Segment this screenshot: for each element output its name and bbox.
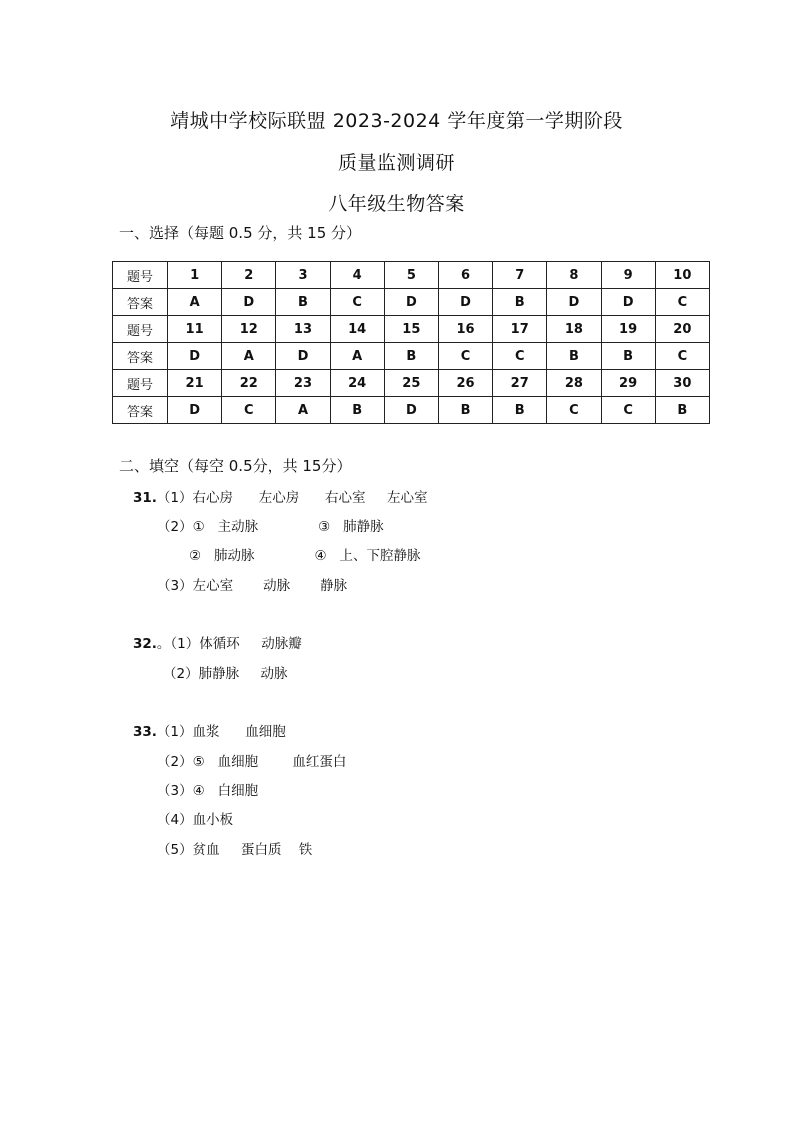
answer-table-row [113,397,710,424]
answer-cell: D [601,289,655,316]
q31-part1: （1）右心房 左心房 右心室 左心室 [156,490,428,506]
answer-table-row [113,262,710,289]
q33-part5: （5）贫血 蛋白质 铁 [157,842,313,858]
question-number-cell: 17 [493,316,547,343]
answer-table-row [113,316,710,343]
answer-cell: C [655,343,709,370]
answer-cell: A [330,343,384,370]
answer-cell: C [655,289,709,316]
question-number-cell: 23 [276,370,330,397]
answer-cell: B [547,343,601,370]
q32-number: 32. [133,636,157,652]
question-number-cell: 29 [601,370,655,397]
question-number-cell: 7 [493,262,547,289]
question-number-cell: 11 [168,316,222,343]
answer-cell: C [330,289,384,316]
question-number-cell: 21 [168,370,222,397]
answer-cell: C [493,343,547,370]
answer-table [112,261,710,424]
q31-part3: （3）左心室 动脉 静脉 [157,578,348,594]
question-number-cell: 5 [384,262,438,289]
answer-cell: D [384,397,438,424]
title-line-1: 靖城中学校际联盟 2023-2024 学年度第一学期阶段 [170,110,623,132]
answer-cell: A [168,289,222,316]
answer-cell: B [276,289,330,316]
answer-cell: B [493,289,547,316]
question-number-cell: 16 [438,316,492,343]
answer-cell: A [276,397,330,424]
question-number-cell: 9 [601,262,655,289]
q31-part2-cont: ② 肺动脉 ④ 上、下腔静脉 [189,548,421,564]
title-line-3: 八年级生物答案 [328,193,465,215]
question-number-cell: 24 [330,370,384,397]
q31-number: 31. [133,490,157,506]
question-number-cell: 20 [655,316,709,343]
question-number-cell: 14 [330,316,384,343]
question-number-cell: 26 [438,370,492,397]
question-number-cell: 18 [547,316,601,343]
q32-part2: （2）肺静脉 动脉 [163,666,288,682]
answer-cell: B [493,397,547,424]
question-number-cell: 10 [655,262,709,289]
answer-cell: D [438,289,492,316]
row-label: 题号 [113,316,168,343]
section-1-heading: 一、选择（每题 0.5 分，共 15 分） [119,224,362,242]
question-number-cell: 4 [330,262,384,289]
q33-part4: （4）血小板 [157,812,234,828]
q33-line-1 [133,720,286,740]
q32-part1: 。（1）体循环 动脉瓣 [156,636,302,652]
q33-part2: （2）⑤ 血细胞 血红蛋白 [157,754,347,770]
question-number-cell: 28 [547,370,601,397]
question-number-cell: 2 [222,262,276,289]
answer-cell: C [601,397,655,424]
answer-cell: B [330,397,384,424]
q31-part2: （2）① 主动脉 ③ 肺静脉 [157,519,384,535]
answer-cell: D [222,289,276,316]
row-label: 题号 [113,262,168,289]
row-label: 答案 [113,397,168,424]
question-number-cell: 15 [384,316,438,343]
answer-cell: D [168,343,222,370]
answer-table-row [113,289,710,316]
row-label: 答案 [113,343,168,370]
question-number-cell: 8 [547,262,601,289]
answer-cell: C [222,397,276,424]
answer-cell: D [168,397,222,424]
question-number-cell: 19 [601,316,655,343]
answer-cell: D [276,343,330,370]
answer-cell: B [384,343,438,370]
q33-part3: （3）④ 白细胞 [157,783,259,799]
row-label: 答案 [113,289,168,316]
answer-cell: B [601,343,655,370]
q31-line-1 [133,486,427,506]
question-number-cell: 22 [222,370,276,397]
question-number-cell: 30 [655,370,709,397]
question-number-cell: 1 [168,262,222,289]
answer-table-row [113,370,710,397]
question-number-cell: 25 [384,370,438,397]
answer-cell: B [438,397,492,424]
question-number-cell: 12 [222,316,276,343]
question-number-cell: 27 [493,370,547,397]
answer-cell: D [384,289,438,316]
q33-number: 33. [133,724,157,740]
answer-table-row [113,343,710,370]
question-number-cell: 6 [438,262,492,289]
q32-line-1 [133,632,302,652]
question-number-cell: 3 [276,262,330,289]
answer-cell: A [222,343,276,370]
title-line-2: 质量监测调研 [337,152,455,174]
answer-cell: B [655,397,709,424]
answer-cell: C [438,343,492,370]
section-2-heading: 二、填空（每空 0.5分，共 15分） [119,457,352,475]
q33-part1: （1）血浆 血细胞 [156,724,286,740]
row-label: 题号 [113,370,168,397]
answer-cell: D [547,289,601,316]
answer-cell: C [547,397,601,424]
question-number-cell: 13 [276,316,330,343]
